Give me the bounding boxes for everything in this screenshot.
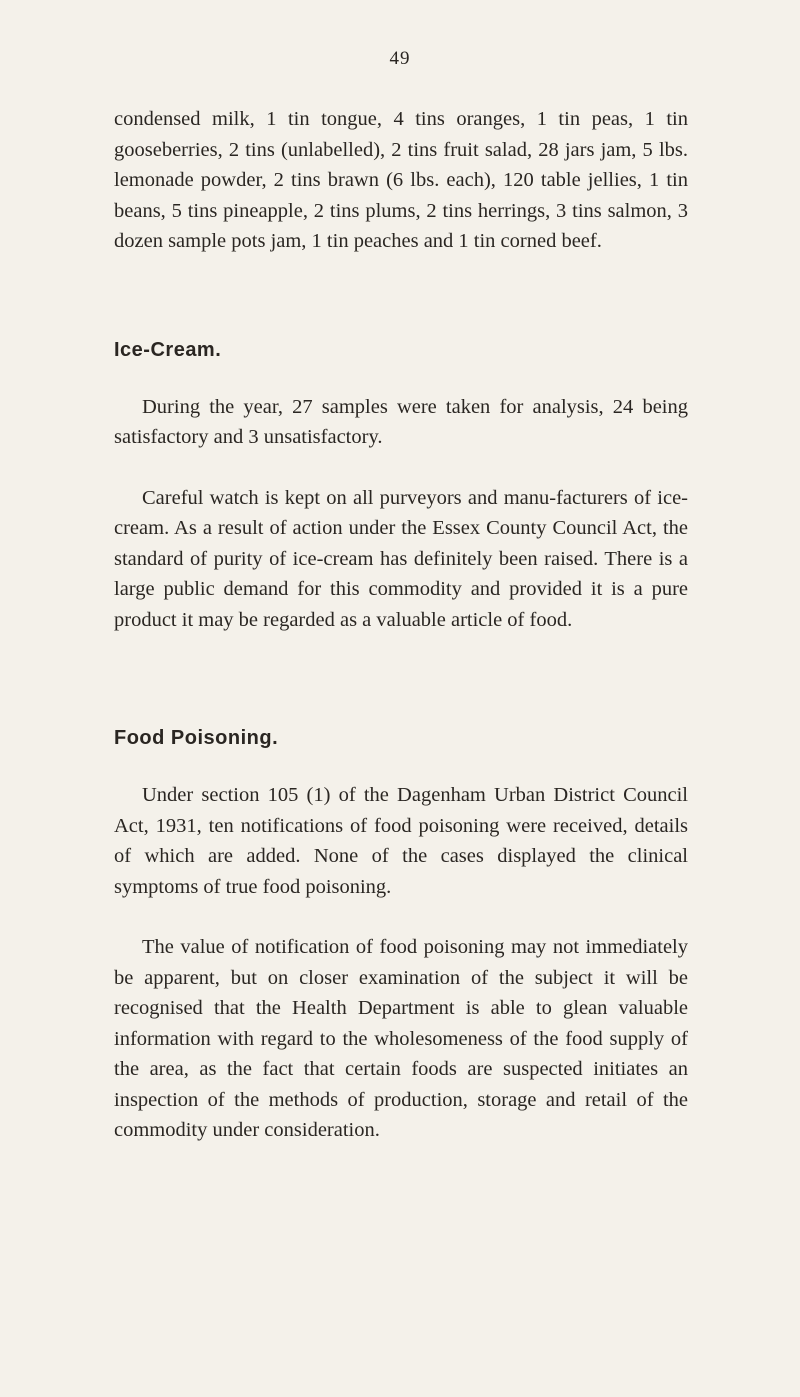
ice-cream-paragraph-1: During the year, 27 samples were taken for analysis, 24 being satisfactory and 3 unsatisfactory. <box>114 395 688 448</box>
ice-cream-heading: Ice-Cream. <box>114 338 222 361</box>
document-body <box>114 104 688 1146</box>
ice-cream-paragraph-2: Careful watch is kept on all purveyors and manu-facturers of ice-cream. As a result of action under the Essex County Council Act, the standard of purity of ice-cream has definitely been raised. There is a large public demand for this commodity and provided it is a pure product it may be regarded as a valuable article of food. <box>114 486 688 631</box>
page-number: 49 <box>389 48 411 69</box>
food-poisoning-paragraph-1: Under section 105 (1) of the Dagenham Urban District Council Act, 1931, ten notifications of food poisoning were received, details of which are added. None of the cases displayed the clinical symptoms of true food poisoning. <box>114 784 688 898</box>
intro-paragraph: condensed milk, 1 tin tongue, 4 tins oranges, 1 tin peas, 1 tin gooseberries, 2 tins (unlabelled), 2 tins fruit salad, 28 jars jam, 5 lbs. lemonade powder, 2 tins brawn (6 lbs. each), 120 table jellies, 1 tin beans, 5 tins pineapple, 2 tins plums, 2 tins herrings, 3 tins salmon, 3 dozen sample pots jam, 1 tin peaches and 1 tin corned beef. <box>114 108 688 252</box>
food-poisoning-heading: Food Poisoning. <box>114 727 279 749</box>
food-poisoning-paragraph-2: The value of notification of food poisoning may not immediately be apparent, but on closer examination of the subject it will be recognised that the Health Department is able to glean valuable information with regard to the wholesomeness of the food supply of the area, as the fact that certain foods are suspected initiates an inspection of the methods of production, storage and retail of the commodity under consideration. <box>114 936 688 1141</box>
